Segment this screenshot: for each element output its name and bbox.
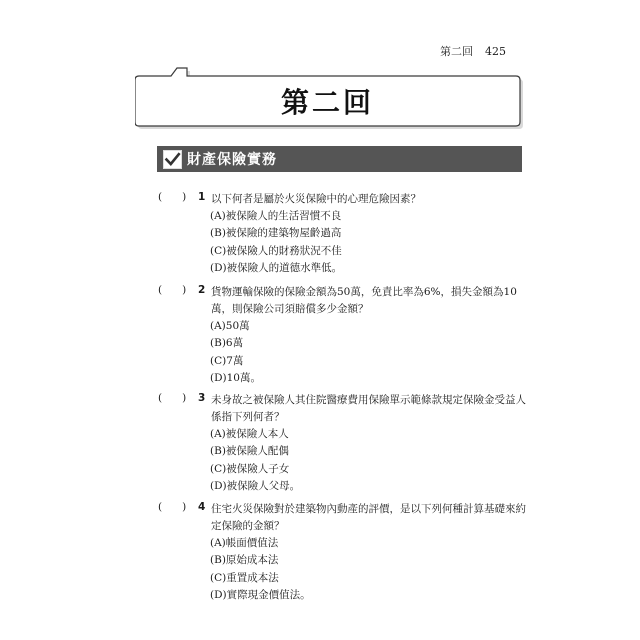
question-number: 1 <box>198 191 206 203</box>
options-list <box>210 426 300 495</box>
option-b: (B)原始成本法 <box>210 554 279 567</box>
section-heading-bar <box>157 146 522 172</box>
question-number: 3 <box>198 392 206 404</box>
option-b: (B)6萬 <box>210 337 244 350</box>
option-b: (B)被保險人配偶 <box>210 445 289 458</box>
answer-blank: ( ) <box>158 191 187 203</box>
option-c: (C)被保險人子女 <box>210 462 290 475</box>
question-text: 貨物運輸保險的保險金額為50萬，免責比率為6%，損失金額為10萬，則保險公司須賠償多少金額？ <box>211 286 517 315</box>
section-title: 財產保險實務 <box>187 152 277 168</box>
answer-blank: ( ) <box>158 501 187 513</box>
options-list <box>210 535 311 604</box>
option-b: (B)被保險的建築物屋齡過高 <box>210 227 342 240</box>
option-c: (C)重置成本法 <box>210 571 279 584</box>
answer-blank: ( ) <box>158 392 187 404</box>
option-d: (D)被保險人父母。 <box>210 479 301 492</box>
question-text: 以下何者是屬於火災保險中的心理危險因素？ <box>211 193 421 205</box>
option-d: (D)10萬。 <box>210 371 261 384</box>
option-a: (A)50萬 <box>210 320 250 332</box>
running-header <box>440 43 506 59</box>
question-number: 4 <box>198 501 206 513</box>
options-list <box>210 208 342 277</box>
question-text: 住宅火災保險對於建築物內動產的評價，是以下列何種計算基礎來約定保險的金額？ <box>211 503 526 532</box>
option-c: (C)被保險人的財務狀況不佳 <box>210 244 342 257</box>
answer-blank: ( ) <box>158 284 187 296</box>
option-d: (D)實際現金價值法。 <box>210 588 311 601</box>
option-a: (A)被保險人的生活習慣不良 <box>210 210 342 222</box>
chapter-title: 第二回 <box>280 86 374 119</box>
options-list <box>210 318 261 387</box>
option-c: (C)7萬 <box>210 354 244 367</box>
running-title: 第二回 <box>440 45 473 58</box>
option-a: (A)帳面價值法 <box>210 537 279 549</box>
option-a: (A)被保險人本人 <box>210 428 289 440</box>
option-d: (D)被保險人的道德水準低。 <box>210 261 343 274</box>
chapter-title-banner <box>135 65 520 127</box>
checkmark-icon <box>164 151 181 168</box>
question-number: 2 <box>198 284 206 296</box>
page-number: 425 <box>485 45 506 58</box>
question-text: 未身故之被保險人其住院醫療費用保險單示範條款規定保險金受益人係指下列何者？ <box>211 394 526 423</box>
checkbox-icon <box>163 150 182 169</box>
